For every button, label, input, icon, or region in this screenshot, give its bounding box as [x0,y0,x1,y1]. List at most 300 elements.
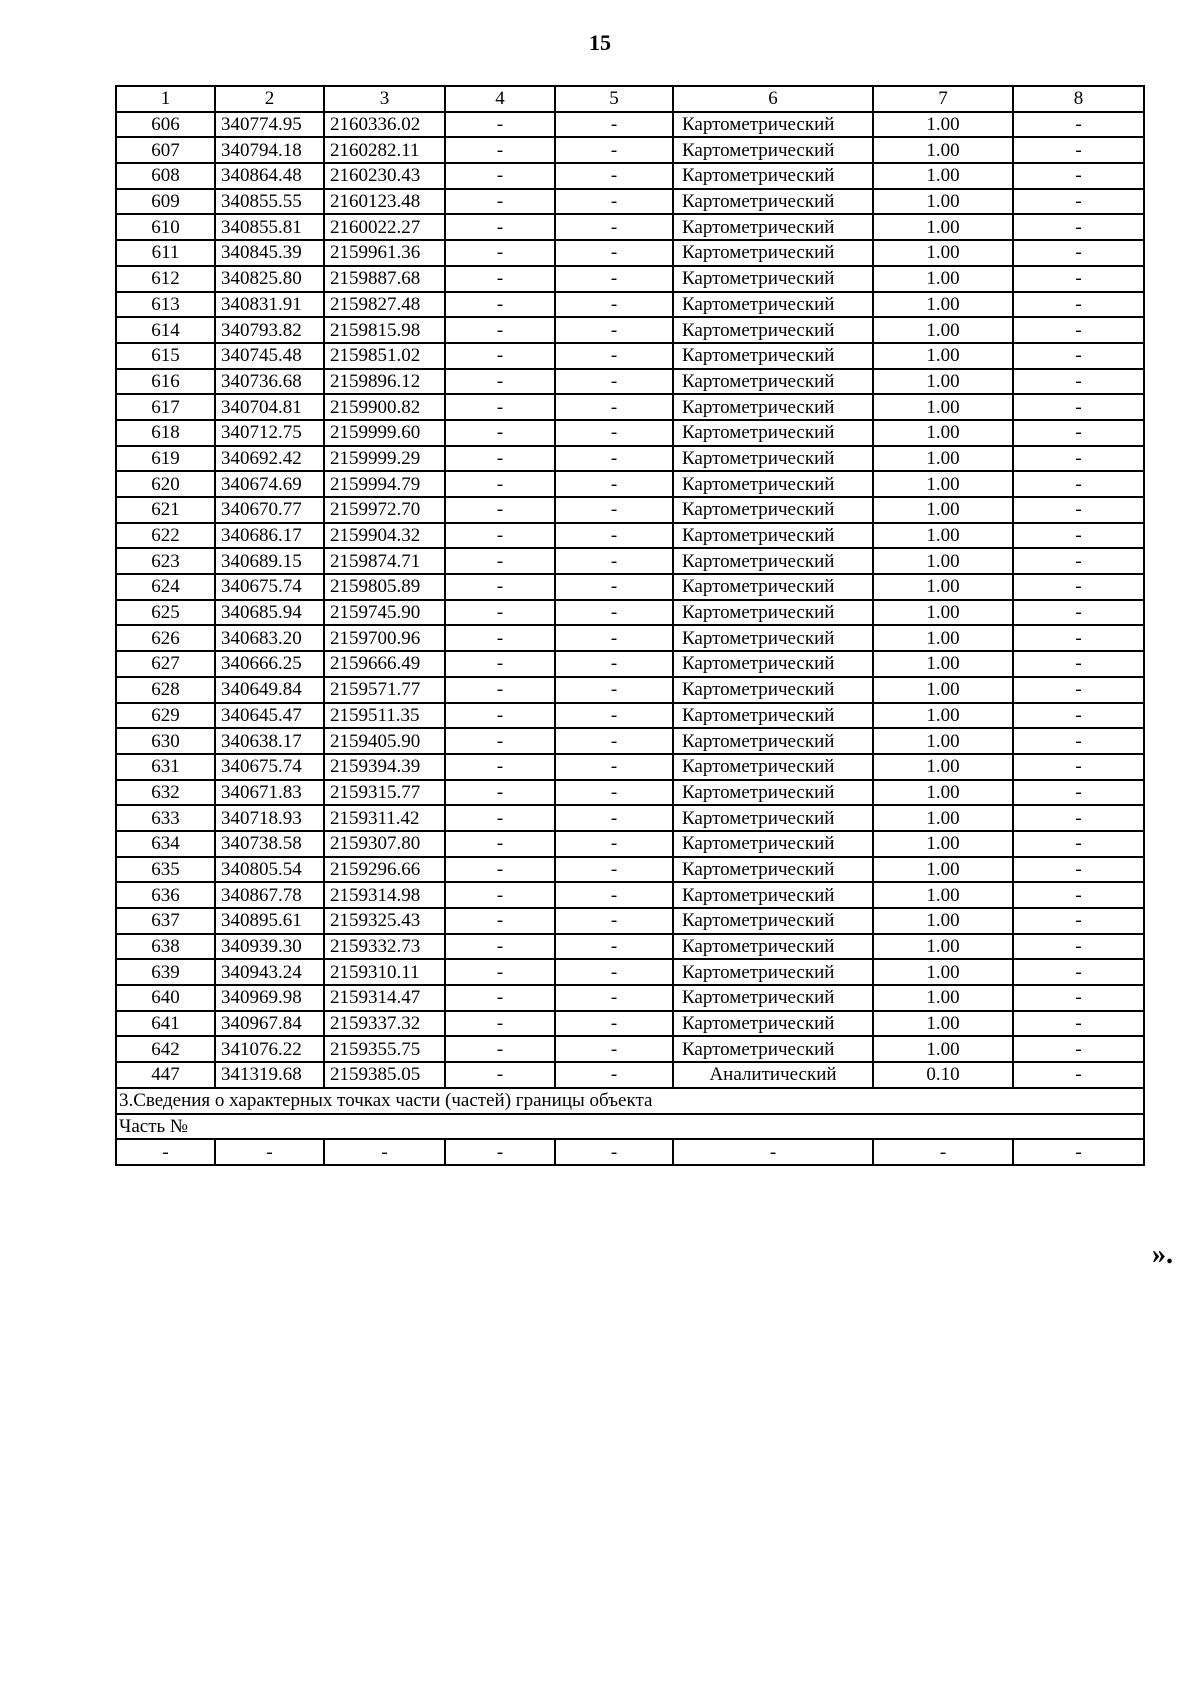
y-coordinate-cell: 2159332.73 [324,934,445,960]
table-row [116,857,1144,883]
y-coordinate-cell: 2159355.75 [324,1036,445,1062]
accuracy-cell: 1.00 [873,754,1013,780]
y-coordinate-cell: 2159896.12 [324,369,445,395]
x-coordinate-cell: 340736.68 [215,369,324,395]
col-4-value-cell: - [445,1062,555,1088]
point-number-cell: 629 [116,703,215,729]
col-8-value-cell: - [1013,805,1144,831]
accuracy-cell: 1.00 [873,471,1013,497]
col-5-value-cell: - [555,857,673,883]
y-coordinate-cell: 2159805.89 [324,574,445,600]
col-4-value-cell: - [445,574,555,600]
method-cell: Картометрический [673,343,873,369]
table-row [116,420,1144,446]
y-coordinate-cell: 2159972.70 [324,497,445,523]
col-5-value-cell: - [555,728,673,754]
part-cell: - [215,1139,324,1165]
col-8-value-cell: - [1013,857,1144,883]
y-coordinate-cell: 2159887.68 [324,266,445,292]
y-coordinate-cell: 2159827.48 [324,292,445,318]
table-row [116,343,1144,369]
method-cell: Картометрический [673,882,873,908]
col-5-value-cell: - [555,780,673,806]
y-coordinate-cell: 2159994.79 [324,471,445,497]
method-cell: Картометрический [673,189,873,215]
table-row [116,240,1144,266]
y-coordinate-cell: 2160336.02 [324,112,445,138]
part-label: Часть № [116,1114,1144,1140]
section-title: 3.Сведения о характерных точках части (частей) границы объекта [116,1088,1144,1114]
col-4-value-cell: - [445,548,555,574]
y-coordinate-cell: 2159337.32 [324,1011,445,1037]
y-coordinate-cell: 2159851.02 [324,343,445,369]
col-4-value-cell: - [445,677,555,703]
col-8-value-cell: - [1013,189,1144,215]
table-row [116,600,1144,626]
part-cell: - [673,1139,873,1165]
accuracy-cell: 1.00 [873,240,1013,266]
table-row [116,163,1144,189]
table-row [116,189,1144,215]
col-4-value-cell: - [445,240,555,266]
method-cell: Картометрический [673,471,873,497]
x-coordinate-cell: 340675.74 [215,754,324,780]
table-row [116,471,1144,497]
col-4-value-cell: - [445,189,555,215]
col-4-value-cell: - [445,934,555,960]
col-4-value-cell: - [445,214,555,240]
method-cell: Картометрический [673,214,873,240]
y-coordinate-cell: 2159900.82 [324,394,445,420]
x-coordinate-cell: 340738.58 [215,831,324,857]
point-number-cell: 447 [116,1062,215,1088]
point-number-cell: 637 [116,908,215,934]
column-header: 6 [673,86,873,112]
point-number-cell: 642 [116,1036,215,1062]
x-coordinate-cell: 340774.95 [215,112,324,138]
col-8-value-cell: - [1013,292,1144,318]
column-header: 3 [324,86,445,112]
y-coordinate-cell: 2159904.32 [324,523,445,549]
x-coordinate-cell: 340867.78 [215,882,324,908]
method-cell: Картометрический [673,1011,873,1037]
accuracy-cell: 1.00 [873,780,1013,806]
col-5-value-cell: - [555,574,673,600]
accuracy-cell: 1.00 [873,857,1013,883]
col-4-value-cell: - [445,343,555,369]
column-header: 8 [1013,86,1144,112]
col-5-value-cell: - [555,934,673,960]
table-row [116,214,1144,240]
col-5-value-cell: - [555,189,673,215]
col-8-value-cell: - [1013,1062,1144,1088]
point-number-cell: 638 [116,934,215,960]
col-4-value-cell: - [445,317,555,343]
point-number-cell: 623 [116,548,215,574]
method-cell: Картометрический [673,446,873,472]
y-coordinate-cell: 2159511.35 [324,703,445,729]
y-coordinate-cell: 2159325.43 [324,908,445,934]
x-coordinate-cell: 340645.47 [215,703,324,729]
point-number-cell: 630 [116,728,215,754]
col-4-value-cell: - [445,600,555,626]
table-header-row [116,86,1144,112]
y-coordinate-cell: 2159961.36 [324,240,445,266]
x-coordinate-cell: 340689.15 [215,548,324,574]
col-4-value-cell: - [445,625,555,651]
part-cell: - [555,1139,673,1165]
point-number-cell: 617 [116,394,215,420]
y-coordinate-cell: 2159999.60 [324,420,445,446]
point-number-cell: 613 [116,292,215,318]
method-cell: Картометрический [673,163,873,189]
table-row [116,934,1144,960]
method-cell: Картометрический [673,959,873,985]
point-number-cell: 624 [116,574,215,600]
accuracy-cell: 1.00 [873,163,1013,189]
accuracy-cell: 1.00 [873,934,1013,960]
method-cell: Картометрический [673,497,873,523]
boundary-points-table [115,85,1145,1166]
col-8-value-cell: - [1013,343,1144,369]
x-coordinate-cell: 340969.98 [215,985,324,1011]
col-5-value-cell: - [555,214,673,240]
table-row [116,651,1144,677]
accuracy-cell: 1.00 [873,1036,1013,1062]
y-coordinate-cell: 2159815.98 [324,317,445,343]
method-cell: Картометрический [673,600,873,626]
y-coordinate-cell: 2159405.90 [324,728,445,754]
point-number-cell: 608 [116,163,215,189]
method-cell: Картометрический [673,574,873,600]
accuracy-cell: 1.00 [873,831,1013,857]
column-header: 7 [873,86,1013,112]
col-8-value-cell: - [1013,471,1144,497]
method-cell: Картометрический [673,394,873,420]
x-coordinate-cell: 340855.81 [215,214,324,240]
col-4-value-cell: - [445,394,555,420]
method-cell: Картометрический [673,805,873,831]
accuracy-cell: 1.00 [873,497,1013,523]
col-5-value-cell: - [555,1062,673,1088]
table-row [116,1011,1144,1037]
method-cell: Картометрический [673,857,873,883]
point-number-cell: 620 [116,471,215,497]
accuracy-cell: 1.00 [873,137,1013,163]
col-5-value-cell: - [555,805,673,831]
accuracy-cell: 1.00 [873,292,1013,318]
col-5-value-cell: - [555,703,673,729]
accuracy-cell: 1.00 [873,369,1013,395]
table-row [116,548,1144,574]
method-cell: Картометрический [673,369,873,395]
point-number-cell: 635 [116,857,215,883]
accuracy-cell: 1.00 [873,805,1013,831]
point-number-cell: 612 [116,266,215,292]
col-8-value-cell: - [1013,420,1144,446]
method-cell: Картометрический [673,754,873,780]
col-4-value-cell: - [445,163,555,189]
table-row [116,780,1144,806]
col-8-value-cell: - [1013,163,1144,189]
point-number-cell: 626 [116,625,215,651]
accuracy-cell: 1.00 [873,189,1013,215]
point-number-cell: 631 [116,754,215,780]
col-4-value-cell: - [445,266,555,292]
point-number-cell: 622 [116,523,215,549]
col-5-value-cell: - [555,1011,673,1037]
x-coordinate-cell: 340671.83 [215,780,324,806]
col-8-value-cell: - [1013,446,1144,472]
point-number-cell: 610 [116,214,215,240]
col-8-value-cell: - [1013,908,1144,934]
y-coordinate-cell: 2159311.42 [324,805,445,831]
col-4-value-cell: - [445,369,555,395]
accuracy-cell: 1.00 [873,574,1013,600]
x-coordinate-cell: 340704.81 [215,394,324,420]
table-row [116,831,1144,857]
y-coordinate-cell: 2159314.47 [324,985,445,1011]
col-8-value-cell: - [1013,214,1144,240]
table-row [116,908,1144,934]
y-coordinate-cell: 2159310.11 [324,959,445,985]
method-cell: Картометрический [673,677,873,703]
col-5-value-cell: - [555,497,673,523]
col-8-value-cell: - [1013,780,1144,806]
col-4-value-cell: - [445,446,555,472]
point-number-cell: 633 [116,805,215,831]
y-coordinate-cell: 2160282.11 [324,137,445,163]
col-4-value-cell: - [445,754,555,780]
col-5-value-cell: - [555,523,673,549]
part-cell: - [873,1139,1013,1165]
accuracy-cell: 1.00 [873,882,1013,908]
point-number-cell: 614 [116,317,215,343]
point-number-cell: 627 [116,651,215,677]
col-8-value-cell: - [1013,754,1144,780]
point-number-cell: 641 [116,1011,215,1037]
table-row [116,112,1144,138]
col-5-value-cell: - [555,420,673,446]
col-5-value-cell: - [555,908,673,934]
accuracy-cell: 1.00 [873,523,1013,549]
table-row [116,446,1144,472]
y-coordinate-cell: 2159296.66 [324,857,445,883]
col-4-value-cell: - [445,908,555,934]
col-5-value-cell: - [555,959,673,985]
table-row [116,523,1144,549]
x-coordinate-cell: 340638.17 [215,728,324,754]
col-8-value-cell: - [1013,1011,1144,1037]
accuracy-cell: 1.00 [873,343,1013,369]
col-8-value-cell: - [1013,985,1144,1011]
method-cell: Картометрический [673,908,873,934]
accuracy-cell: 1.00 [873,394,1013,420]
method-cell: Картометрический [673,728,873,754]
y-coordinate-cell: 2159385.05 [324,1062,445,1088]
col-8-value-cell: - [1013,497,1144,523]
x-coordinate-cell: 341319.68 [215,1062,324,1088]
table-row [116,703,1144,729]
point-number-cell: 634 [116,831,215,857]
x-coordinate-cell: 340794.18 [215,137,324,163]
x-coordinate-cell: 340805.54 [215,857,324,883]
method-cell: Картометрический [673,240,873,266]
section-row [116,1088,1144,1114]
point-number-cell: 632 [116,780,215,806]
part-cell: - [116,1139,215,1165]
accuracy-cell: 1.00 [873,600,1013,626]
col-4-value-cell: - [445,805,555,831]
method-cell: Картометрический [673,317,873,343]
y-coordinate-cell: 2159700.96 [324,625,445,651]
closing-quote-mark: ». [1152,1239,1173,1270]
accuracy-cell: 1.00 [873,446,1013,472]
method-cell: Картометрический [673,523,873,549]
y-coordinate-cell: 2159999.29 [324,446,445,472]
col-5-value-cell: - [555,600,673,626]
col-5-value-cell: - [555,677,673,703]
point-number-cell: 625 [116,600,215,626]
point-number-cell: 611 [116,240,215,266]
method-cell: Картометрический [673,266,873,292]
x-coordinate-cell: 340686.17 [215,523,324,549]
accuracy-cell: 1.00 [873,651,1013,677]
col-5-value-cell: - [555,317,673,343]
col-8-value-cell: - [1013,625,1144,651]
part-cell: - [445,1139,555,1165]
part-cell: - [324,1139,445,1165]
method-cell: Картометрический [673,420,873,446]
table-row [116,882,1144,908]
point-number-cell: 639 [116,959,215,985]
col-8-value-cell: - [1013,959,1144,985]
col-4-value-cell: - [445,831,555,857]
col-4-value-cell: - [445,703,555,729]
x-coordinate-cell: 340712.75 [215,420,324,446]
column-header: 1 [116,86,215,112]
x-coordinate-cell: 340895.61 [215,908,324,934]
col-5-value-cell: - [555,831,673,857]
accuracy-cell: 1.00 [873,625,1013,651]
method-cell: Картометрический [673,651,873,677]
col-8-value-cell: - [1013,651,1144,677]
point-number-cell: 607 [116,137,215,163]
method-cell: Картометрический [673,1036,873,1062]
accuracy-cell: 1.00 [873,728,1013,754]
method-cell: Картометрический [673,831,873,857]
method-cell: Картометрический [673,985,873,1011]
table-row [116,1062,1144,1088]
table-row [116,292,1144,318]
table-row [116,1036,1144,1062]
x-coordinate-cell: 340855.55 [215,189,324,215]
col-8-value-cell: - [1013,728,1144,754]
accuracy-cell: 1.00 [873,266,1013,292]
y-coordinate-cell: 2159315.77 [324,780,445,806]
col-8-value-cell: - [1013,112,1144,138]
col-8-value-cell: - [1013,394,1144,420]
method-cell: Картометрический [673,780,873,806]
col-5-value-cell: - [555,240,673,266]
col-5-value-cell: - [555,754,673,780]
col-5-value-cell: - [555,369,673,395]
col-4-value-cell: - [445,857,555,883]
table-row [116,959,1144,985]
col-5-value-cell: - [555,394,673,420]
col-8-value-cell: - [1013,1036,1144,1062]
col-5-value-cell: - [555,446,673,472]
table-row [116,805,1144,831]
point-number-cell: 606 [116,112,215,138]
accuracy-cell: 1.00 [873,1011,1013,1037]
col-8-value-cell: - [1013,574,1144,600]
col-8-value-cell: - [1013,548,1144,574]
col-8-value-cell: - [1013,934,1144,960]
col-4-value-cell: - [445,137,555,163]
column-header: 5 [555,86,673,112]
x-coordinate-cell: 340939.30 [215,934,324,960]
col-8-value-cell: - [1013,677,1144,703]
col-8-value-cell: - [1013,240,1144,266]
point-number-cell: 609 [116,189,215,215]
point-number-cell: 615 [116,343,215,369]
y-coordinate-cell: 2159745.90 [324,600,445,626]
table-body [116,86,1144,1165]
table-row [116,625,1144,651]
table-row [116,369,1144,395]
col-5-value-cell: - [555,985,673,1011]
x-coordinate-cell: 340649.84 [215,677,324,703]
col-8-value-cell: - [1013,600,1144,626]
accuracy-cell: 1.00 [873,548,1013,574]
col-8-value-cell: - [1013,523,1144,549]
x-coordinate-cell: 340666.25 [215,651,324,677]
col-8-value-cell: - [1013,703,1144,729]
method-cell: Картометрический [673,112,873,138]
accuracy-cell: 1.00 [873,703,1013,729]
col-8-value-cell: - [1013,317,1144,343]
col-5-value-cell: - [555,266,673,292]
column-header: 4 [445,86,555,112]
method-cell: Картометрический [673,137,873,163]
table-row [116,266,1144,292]
x-coordinate-cell: 340864.48 [215,163,324,189]
x-coordinate-cell: 340831.91 [215,292,324,318]
point-number-cell: 616 [116,369,215,395]
x-coordinate-cell: 340674.69 [215,471,324,497]
col-4-value-cell: - [445,985,555,1011]
col-5-value-cell: - [555,343,673,369]
accuracy-cell: 1.00 [873,677,1013,703]
y-coordinate-cell: 2160230.43 [324,163,445,189]
x-coordinate-cell: 341076.22 [215,1036,324,1062]
accuracy-cell: 1.00 [873,959,1013,985]
table-row [116,754,1144,780]
method-cell: Картометрический [673,548,873,574]
col-5-value-cell: - [555,882,673,908]
col-8-value-cell: - [1013,266,1144,292]
accuracy-cell: 1.00 [873,908,1013,934]
part-row [116,1139,1144,1165]
y-coordinate-cell: 2160022.27 [324,214,445,240]
y-coordinate-cell: 2159666.49 [324,651,445,677]
col-8-value-cell: - [1013,137,1144,163]
x-coordinate-cell: 340670.77 [215,497,324,523]
col-4-value-cell: - [445,292,555,318]
x-coordinate-cell: 340943.24 [215,959,324,985]
col-4-value-cell: - [445,651,555,677]
